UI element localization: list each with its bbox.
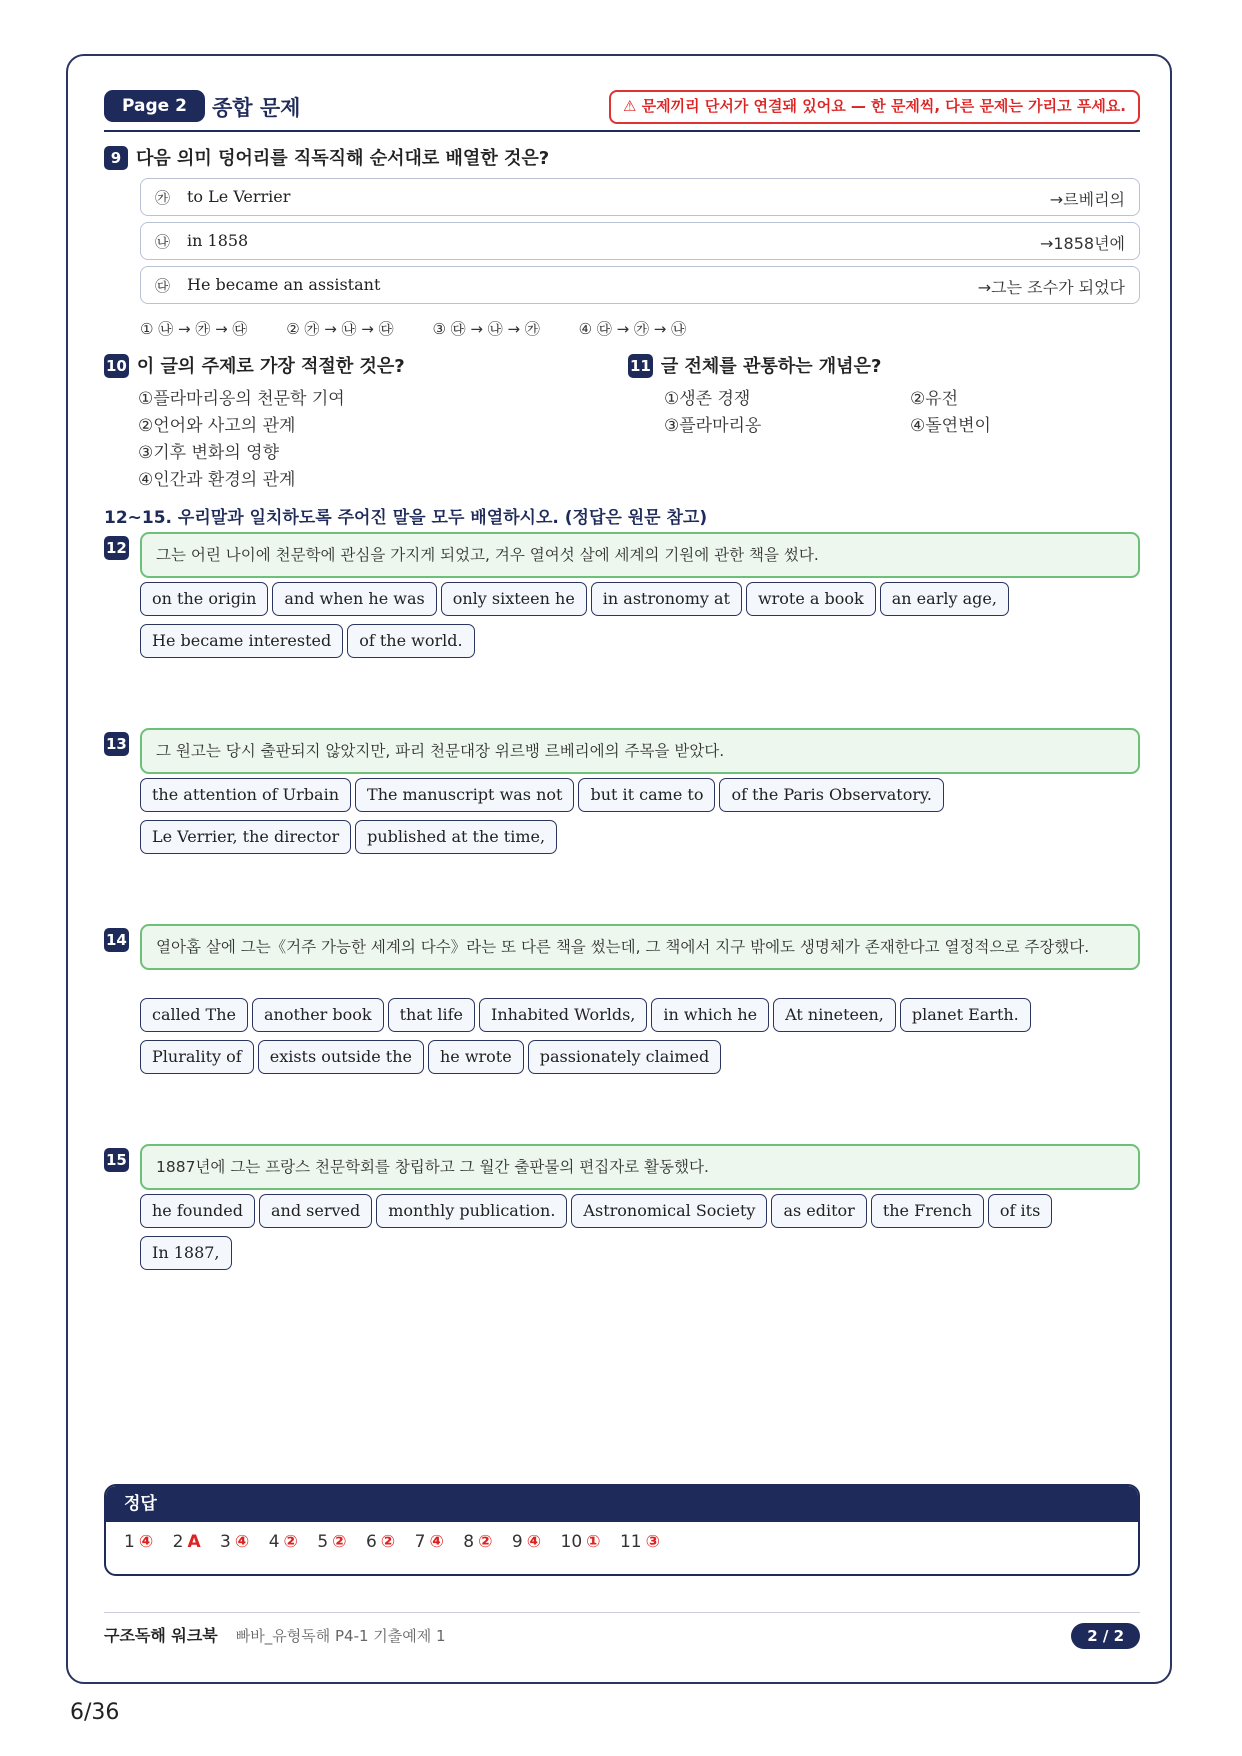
word-chip[interactable]: of the Paris Observatory. — [719, 778, 944, 812]
q14-number: 14 — [104, 928, 129, 952]
segment-english: in 1858 — [187, 231, 249, 250]
answer-number: 6 — [365, 1532, 377, 1552]
q11-option-2[interactable]: ②유전 — [910, 389, 959, 409]
q9-options — [140, 318, 720, 339]
q9-option-1[interactable]: ① ㉯ → ㉮ → ㉰ — [140, 320, 248, 338]
q13-chips — [140, 778, 1140, 862]
word-chip[interactable]: in which he — [651, 998, 769, 1032]
answer-value: ② — [380, 1532, 396, 1552]
answer-value: ④ — [234, 1532, 250, 1552]
q10-title-text: 이 글의 주제로 가장 적절한 것은? — [136, 356, 405, 377]
q15-number: 15 — [104, 1148, 129, 1172]
q11-title — [628, 352, 881, 378]
q13-korean: 그 원고는 당시 출판되지 않았지만, 파리 천문대장 위르뱅 르베리에의 주목을 받았다. — [140, 728, 1140, 774]
q15-korean: 1887년에 그는 프랑스 천문학회를 창립하고 그 월간 출판물의 편집자로 활동했다. — [140, 1144, 1140, 1190]
page-counter: 6/36 — [70, 1700, 120, 1725]
answer-number: 8 — [463, 1532, 475, 1552]
page-footer — [104, 1612, 1140, 1653]
answer-item — [124, 1532, 153, 1552]
answer-value: ③ — [645, 1532, 661, 1552]
q14-korean: 열아홉 살에 그는《거주 가능한 세계의 다수》라는 또 다른 책을 썼는데, 그 책에서 지구 밖에도 생명체가 존재한다고 열정적으로 주장했다. — [140, 924, 1140, 970]
answer-number: 3 — [220, 1532, 231, 1552]
q14-chips — [140, 998, 1140, 1082]
word-chip[interactable]: of the world. — [347, 624, 474, 658]
answer-item — [512, 1532, 541, 1552]
q10-option-3[interactable]: ③기후 변화의 영향 — [138, 443, 280, 463]
word-chip[interactable]: called The — [140, 998, 248, 1032]
answer-key — [104, 1484, 1140, 1576]
word-chip[interactable]: exists outside the — [258, 1040, 424, 1074]
q9-segment-a — [140, 178, 1140, 216]
page-header — [104, 90, 1140, 132]
segment-english: to Le Verrier — [187, 187, 291, 206]
q11-title-text: 글 전체를 관통하는 개념은? — [660, 356, 882, 377]
q9-title-text: 다음 의미 덩어리를 직독직해 순서대로 배열한 것은? — [136, 148, 550, 169]
answer-key-list — [106, 1522, 1138, 1552]
word-chip[interactable]: the French — [871, 1194, 984, 1228]
q9-segment-b — [140, 222, 1140, 260]
arrange-instruction: 12~15. 우리말과 일치하도록 주어진 말을 모두 배열하시오. (정답은 원문 참고) — [104, 508, 708, 528]
answer-value: ④ — [526, 1532, 542, 1552]
word-chip[interactable]: planet Earth. — [900, 998, 1031, 1032]
answer-value: ① — [586, 1532, 601, 1552]
answer-number: 7 — [414, 1532, 426, 1552]
page-content — [104, 0, 1140, 1756]
word-chip[interactable]: Inhabited Worlds, — [479, 998, 647, 1032]
word-chip[interactable]: Le Verrier, the director — [140, 820, 351, 854]
q10-title — [104, 352, 405, 378]
word-chip[interactable]: he wrote — [428, 1040, 524, 1074]
answer-value: A — [187, 1532, 201, 1552]
warning-banner: ⚠ 문제끼리 단서가 연결돼 있어요 — 한 문제씩, 다른 문제는 가리고 푸세요. — [609, 90, 1140, 124]
word-chip[interactable]: another book — [252, 998, 384, 1032]
q10-option-4[interactable]: ④인간과 환경의 관계 — [138, 470, 296, 490]
segment-english: He became an assistant — [187, 275, 381, 294]
answer-number: 5 — [317, 1532, 329, 1552]
word-chip[interactable]: on the origin — [140, 582, 268, 616]
footer-brand: 구조독해 워크북 — [104, 1626, 218, 1645]
answer-item — [269, 1532, 298, 1552]
word-chip[interactable]: only sixteen he — [441, 582, 587, 616]
q9-segment-c — [140, 266, 1140, 304]
answer-number: 4 — [268, 1532, 280, 1552]
q9-option-2[interactable]: ② ㉮ → ㉯ → ㉰ — [286, 320, 394, 338]
answer-item — [173, 1532, 201, 1552]
answer-item — [561, 1532, 601, 1552]
answer-number: 10 — [560, 1532, 583, 1552]
answer-number: 1 — [124, 1532, 135, 1552]
word-chip[interactable]: and when he was — [272, 582, 436, 616]
word-chip[interactable]: an early age, — [880, 582, 1009, 616]
q11-option-4[interactable]: ④돌연변이 — [910, 416, 991, 436]
word-chip[interactable]: as editor — [771, 1194, 866, 1228]
word-chip[interactable]: At nineteen, — [773, 998, 896, 1032]
q10-option-2[interactable]: ②언어와 사고의 관계 — [138, 416, 296, 436]
word-chip[interactable]: the attention of Urbain — [140, 778, 351, 812]
word-chip[interactable]: He became interested — [140, 624, 343, 658]
segment-korean: →그는 조수가 되었다 — [977, 278, 1125, 297]
segment-mark: ㉰ — [155, 277, 171, 295]
word-chip[interactable]: monthly publication. — [376, 1194, 567, 1228]
q10-option-1[interactable]: ①플라마리옹의 천문학 기여 — [138, 389, 345, 409]
word-chip[interactable]: The manuscript was not — [355, 778, 574, 812]
word-chip[interactable]: published at the time, — [355, 820, 557, 854]
q15-chips — [140, 1194, 1140, 1278]
word-chip[interactable]: Plurality of — [140, 1040, 254, 1074]
word-chip[interactable]: Astronomical Society — [571, 1194, 767, 1228]
q9-number: 9 — [104, 146, 128, 170]
q12-number: 12 — [104, 536, 129, 560]
segment-mark: ㉮ — [155, 189, 171, 207]
word-chip[interactable]: passionately claimed — [528, 1040, 722, 1074]
q12-korean: 그는 어린 나이에 천문학에 관심을 가지게 되었고, 겨우 열여섯 살에 세계의 기원에 관한 책을 썼다. — [140, 532, 1140, 578]
answer-value: ② — [478, 1532, 493, 1552]
footer-page-badge: 2 / 2 — [1071, 1623, 1140, 1649]
word-chip[interactable]: In 1887, — [140, 1236, 232, 1270]
answer-key-title: 정답 — [106, 1486, 1138, 1522]
page-label: Page 2 — [104, 90, 205, 122]
answer-value: ④ — [138, 1532, 154, 1552]
footer-subtitle: 빠바_유형독해 P4-1 기출예제 1 — [235, 1627, 446, 1645]
answer-item — [463, 1532, 492, 1552]
answer-item — [620, 1532, 660, 1552]
word-chip[interactable]: in astronomy at — [591, 582, 742, 616]
answer-item — [220, 1532, 249, 1552]
segment-mark: ㉯ — [155, 233, 171, 251]
q9-option-3[interactable]: ③ ㉰ → ㉯ → ㉮ — [432, 320, 540, 338]
q9-title — [104, 144, 549, 170]
answer-value: ② — [332, 1532, 347, 1552]
q10-number: 10 — [104, 354, 129, 378]
q13-number: 13 — [104, 732, 129, 756]
q12-chips — [140, 582, 1140, 666]
word-chip[interactable]: that life — [388, 998, 475, 1032]
segment-korean: →1858년에 — [1039, 234, 1125, 253]
word-chip[interactable]: of its — [988, 1194, 1052, 1228]
answer-value: ④ — [429, 1532, 444, 1552]
q11-option-3[interactable]: ③플라마리옹 — [664, 416, 762, 436]
answer-item — [415, 1532, 444, 1552]
section-title: 종합 문제 — [212, 96, 301, 120]
q11-number: 11 — [628, 354, 653, 378]
answer-number: 11 — [619, 1532, 642, 1552]
answer-item — [366, 1532, 395, 1552]
answer-value: ② — [283, 1532, 298, 1552]
q11-option-1[interactable]: ①생존 경쟁 — [664, 389, 751, 409]
word-chip[interactable]: and served — [259, 1194, 372, 1228]
word-chip[interactable]: wrote a book — [746, 582, 876, 616]
answer-item — [317, 1532, 346, 1552]
q9-option-4[interactable]: ④ ㉰ → ㉮ → ㉯ — [578, 320, 687, 338]
segment-korean: →르베리의 — [1049, 190, 1125, 209]
word-chip[interactable]: but it came to — [578, 778, 715, 812]
answer-number: 2 — [172, 1532, 184, 1552]
answer-number: 9 — [511, 1532, 523, 1552]
word-chip[interactable]: he founded — [140, 1194, 255, 1228]
